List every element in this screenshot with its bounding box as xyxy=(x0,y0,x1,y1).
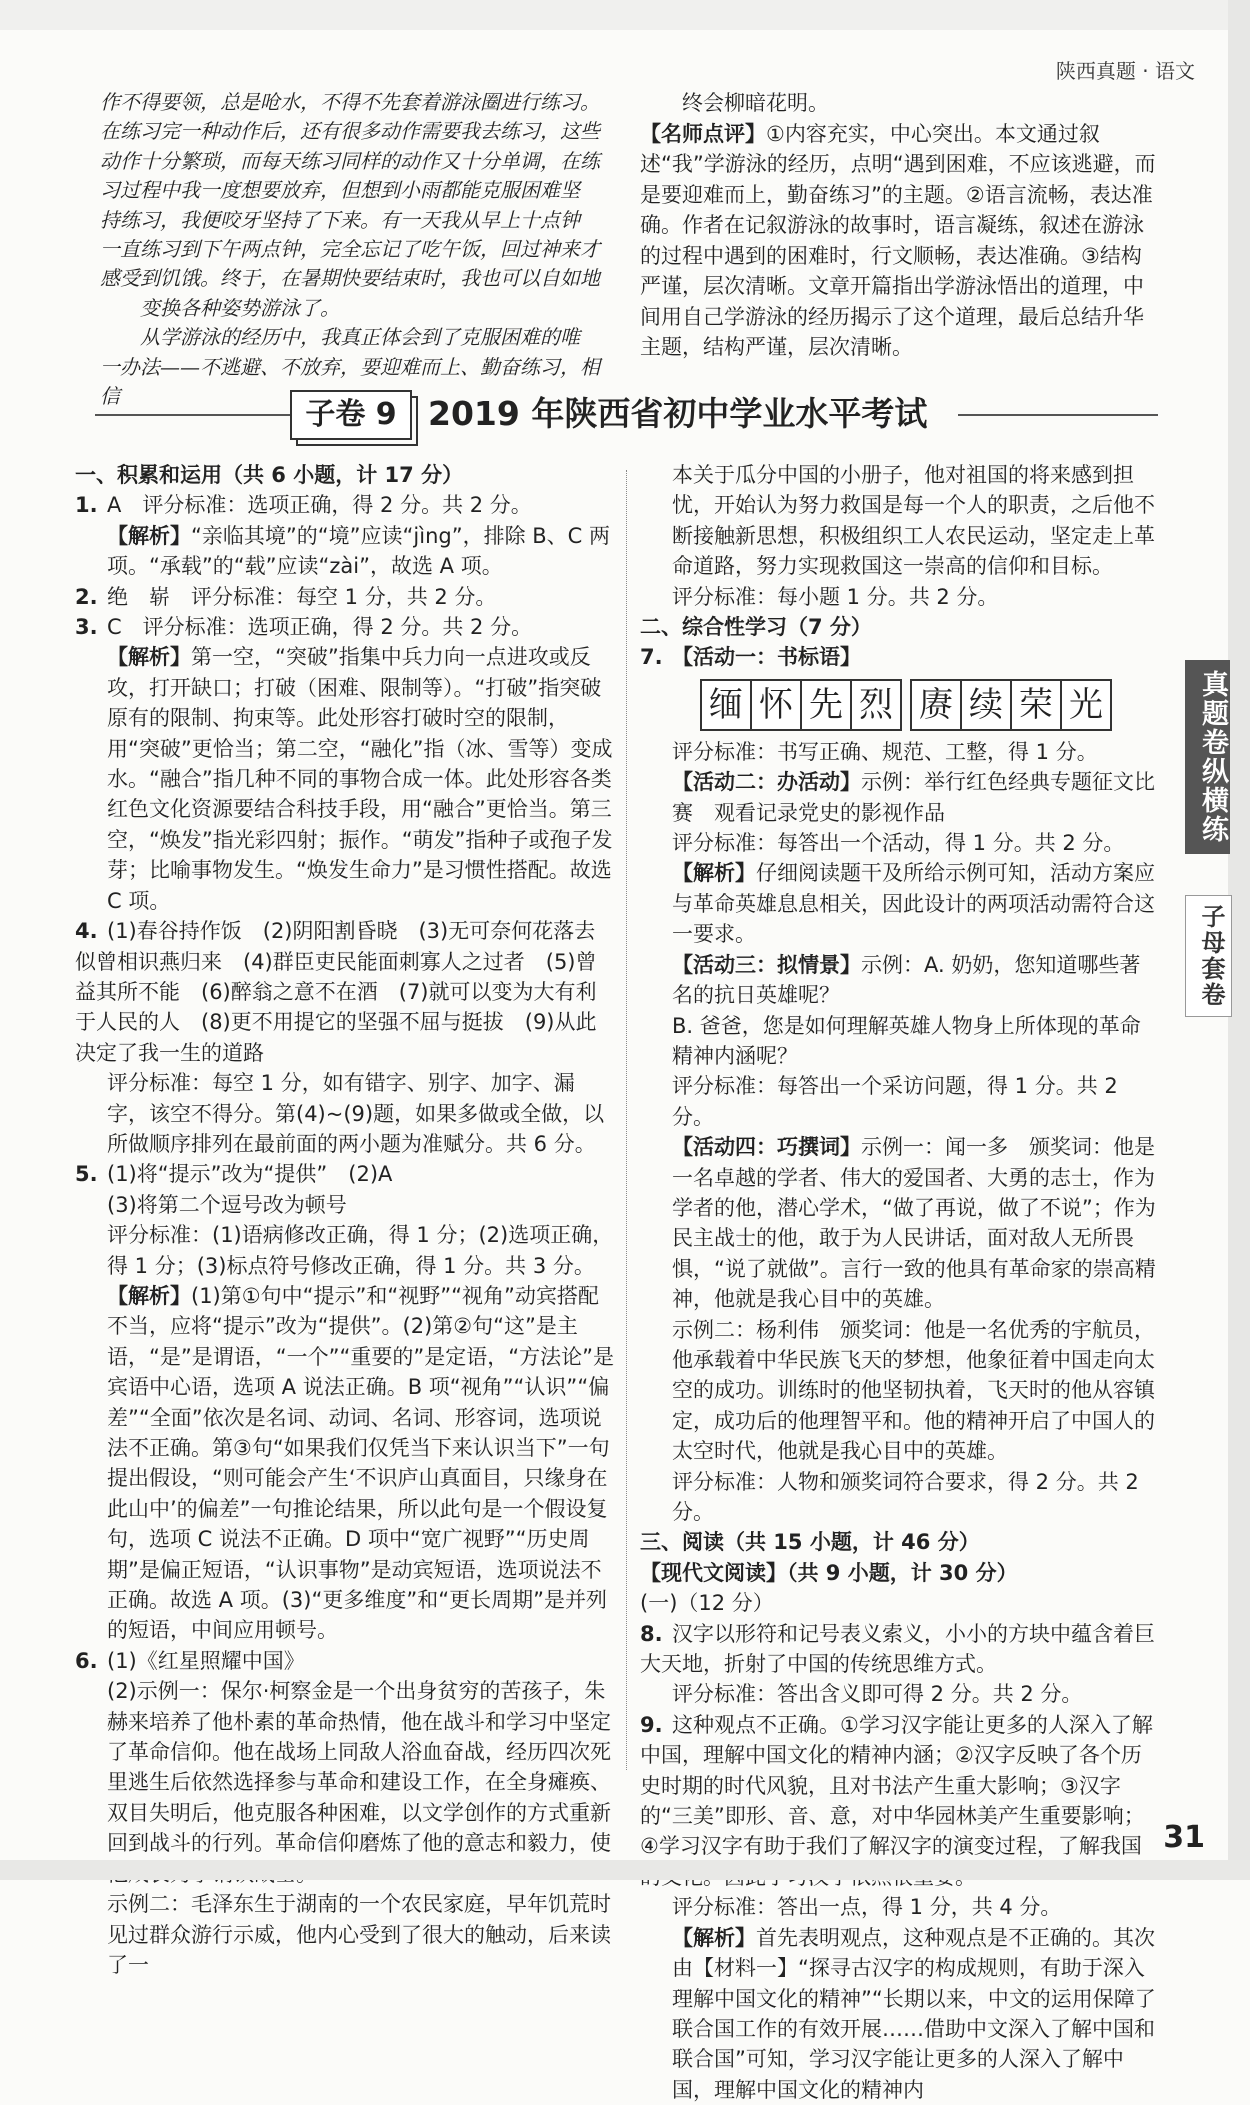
analysis-1 xyxy=(75,521,615,582)
scoring-7-2: 评分标准：每答出一个活动，得 1 分。共 2 分。 xyxy=(672,831,1125,856)
grid-cell: 续 xyxy=(960,679,1012,731)
column-divider xyxy=(626,470,627,1770)
scan-bottom-border xyxy=(0,1860,1250,1880)
scoring-4: 评分标准：每空 1 分，如有错字、别字、加字、漏字，该空不得分。第(4)~(9)题，如果多做或全做，以所做顺序排列在最前面的两小题为准赋分。共 6 分。 xyxy=(107,1071,605,1156)
section-heading: 一、积累和运用（共 6 小题，计 17 分） xyxy=(75,463,464,487)
essay-line: 感受到饥饿。终于，在暑期快要结束时，我也可以自如地 xyxy=(100,266,600,291)
scoring-9: 评分标准：答出一点，得 1 分，共 4 分。 xyxy=(672,1895,1062,1920)
question-number: 2. xyxy=(75,584,98,609)
activity-4-label: 【活动四：巧撰词】 xyxy=(672,1135,861,1160)
question-number: 4. xyxy=(75,919,98,944)
comment-text: ①内容充实，中心突出。本文通过叙述“我”学游泳的经历，点明“遇到困难，不应该逃避，而是要迎难而上，勤奋练习”的主题。②语言流畅，表达准确。作者在记叙游泳的故事时，语言凝练，叙述在游泳的过程中遇到的困难时，行文顺畅，表达准确。③结构严谨，层次清晰。文章开篇指出学游泳悟出的道理，中间用自己学游泳的经历揭示了这个道理，最后总结升华主题，结构严谨，层次清晰。 xyxy=(640,121,1156,359)
analysis-7 xyxy=(640,858,1160,949)
essay-line: 从学游泳的经历中，我真正体会到了克服困难的唯 xyxy=(140,325,580,350)
essay-line: 习过程中我一度想要放弃，但想到小雨都能克服困难坚 xyxy=(100,178,580,203)
answer-text: C 评分标准：选项正确，得 2 分。共 2 分。 xyxy=(107,615,533,640)
answer-6 xyxy=(75,1646,615,1676)
scan-top-border xyxy=(0,0,1250,30)
answer-6-example1: (2)示例一：保尔·柯察金是一个出身贫穷的苦孩子，朱赫来培养了他朴素的革命热情，他在战斗和学习中坚定了革命信仰。他在战场上同敌人浴血奋战，经历四次死里逃生后依然选择参与革命和建设工作，在全身瘫痪、双目失明后，他克服各种困难，以文学创作的方式重新回到战斗的行列。革命信仰磨炼了他的意志和毅力，使 xyxy=(107,1679,611,1856)
essay-line: 持练习，我便咬牙坚持了下来。有一天我从早上十点钟 xyxy=(100,207,580,232)
answer-text: (1)将“提示”改为“提供” (2)A xyxy=(107,1162,393,1187)
question-number: 1. xyxy=(75,493,98,518)
answer-5-part3: (3)将第二个逗号改为顿号 xyxy=(107,1192,347,1217)
grid-cell: 赓 xyxy=(910,679,962,731)
subsection-heading: 【现代文阅读】（共 9 小题，计 30 分） xyxy=(640,1560,1018,1585)
answer-4 xyxy=(75,916,615,1068)
analysis-text: 第一空，“突破”指集中兵力向一点进攻或反攻，打开缺口；打破（困难、限制等）。“打破”指突破原有的限制、拘束等。此处形容打破时空的限制，用“突破”更恰当；第二空，“融化”指（冰、雪等）变成水。“融合”指几种不同的事物合成一体。此处形容各类红色文化资源要结合科技手段，用“融合”更恰当。第三空，“焕发”指光彩四射；振作。“萌发”指种子或孢子发芽；比喻事物发生。“焕发生命力”是习惯性搭配。故选 C 项。 xyxy=(107,645,613,913)
grid-cell: 荣 xyxy=(1010,679,1062,731)
scoring-7-1: 评分标准：书写正确、规范、工整，得 1 分。 xyxy=(672,739,1098,764)
answer-5 xyxy=(75,1159,615,1189)
grid-cell: 烈 xyxy=(850,679,902,731)
side-tab-main xyxy=(1185,660,1230,854)
question-number: 6. xyxy=(75,1648,98,1673)
exam-title-band xyxy=(0,390,1250,440)
teacher-comment xyxy=(640,88,1160,363)
side-tab-sub xyxy=(1185,895,1232,1017)
scoring-8: 评分标准：答出含义即可得 2 分。共 2 分。 xyxy=(672,1682,1083,1707)
scoring-7-4: 评分标准：人物和颁奖词符合要求，得 2 分。共 2 分。 xyxy=(672,1469,1139,1524)
part-heading: (一)（12 分） xyxy=(640,1591,774,1616)
analysis-label: 【解析】 xyxy=(107,523,191,548)
answer-7 xyxy=(640,642,1160,672)
analysis-5 xyxy=(75,1281,615,1646)
essay-line: 一办法——不逃避、不放弃，要迎难而上、勤奋练习，相信 xyxy=(100,354,600,409)
essay-line: 一直练习到下午两点钟，完全忘记了吃午饭，回过神来才 xyxy=(100,237,600,262)
side-tab-sub-text: 子母套卷 xyxy=(1197,904,1225,1008)
analysis-9 xyxy=(640,1923,1160,2105)
analysis-text: 仔细阅读题干及所给示例可知，活动方案应与革命英雄息息相关，因此设计的两项活动需符合这一要求。 xyxy=(672,861,1155,947)
activity-4-text: 示例一：闻一多 颁奖词：他是一名卓越的学者、伟大的爱国者、大勇的志士，作为学者的他，潜心学术，“做了再说，做了不说”；作为民主战士的他，敢于为人民讲话，面对敌人无所畏惧，“说了就做”。言行一致的他具有革命家的崇高精神，他就是我心目中的英雄。 xyxy=(672,1135,1156,1312)
analysis-text: “亲临其境”的“境”应读“jìng”，排除 B、C 两项。“承载”的“载”应读“zài”，故选 A 项。 xyxy=(107,523,611,579)
essay-continuation xyxy=(100,88,605,411)
essay-line: 变换各种姿势游泳了。 xyxy=(140,295,340,320)
analysis-text: (1)第①句中“提示”和“视野”“视角”动宾搭配不当，应将“提示”改为“提供”。(2)第②句“这”是主语，“是”是谓语，“一个”“重要的”是定语，“方法论”是宾语中心语，选项 A 说法正确。B 项“视角”“认识”“偏差”“全面”依次是名词、动词、名词、形容词，选项说法不正确。第③句“如果我们仅凭当下来认识当下”一句提出假设，“则可能会产生‘不识庐山真面目，只缘身在此山中’的偏差”一句推论结果，所以此句是一个假设复句，选项 C 说法不正确。D 项中“宽广视野”“历史周期”是偏正短语，“认识事物”是动宾短语，选项说法不正确。故选 A 项。(3)“更多维度”和“更长周期”是并列的短语，中间应用顿号。 xyxy=(107,1283,615,1643)
question-number: 9. xyxy=(640,1712,663,1737)
essay-line: 动作十分繁琐，而每天练习同样的动作又十分单调，在练 xyxy=(100,148,600,173)
essay-ending: 终会柳暗花明。 xyxy=(682,91,829,115)
grid-cell: 光 xyxy=(1060,679,1112,731)
title-rule-left xyxy=(95,414,290,416)
answer-3 xyxy=(75,612,615,642)
section-heading: 三、阅读（共 15 小题，计 46 分） xyxy=(640,1530,980,1555)
activity-1-label: 【活动一：书标语】 xyxy=(672,645,861,670)
side-tab-main-text: 真题卷纵横练 xyxy=(1197,670,1228,844)
activity-3-label: 【活动三：拟情景】 xyxy=(672,952,861,977)
question-number: 3. xyxy=(75,615,98,640)
analysis-text: 首先表明观点，这种观点是不正确的。其次由【材料一】“探寻古汉字的构成规则，有助于深入理解中国文化的精神”“长期以来，中文的运用保障了联合国工作的有效开展……借助中文深入了解中国和联合国”可知，学习汉字能让更多的人深入了解中国，理解中国文化的精神内 xyxy=(672,1925,1156,2102)
activity-4-example2: 示例二：杨利伟 颁奖词：他是一名优秀的宇航员，他承载着中华民族飞天的梦想，他象征着中国走向太空的成功。训练时的他坚韧执着，飞天时的他从容镇定，成功后的他理智平和。他的精神开启了中国人的太空时代，他就是我心目中的英雄。 xyxy=(672,1317,1155,1464)
analysis-label: 【解析】 xyxy=(107,1283,191,1308)
analysis-label: 【解析】 xyxy=(672,861,756,886)
page-number: 31 xyxy=(1163,1820,1205,1855)
answer-text: (1)《红星照耀中国》 xyxy=(107,1648,305,1673)
title-rule-right xyxy=(958,414,1158,416)
essay-line: 在练习完一种动作后，还有很多动作需要我去练习，这些 xyxy=(100,119,600,144)
activity-4 xyxy=(640,1132,1160,1314)
activity-3-text: 示例：A. 奶奶，您知道哪些著名的抗日英雄呢？ xyxy=(672,952,1141,1008)
activity-2-label: 【活动二：办活动】 xyxy=(672,770,861,795)
answer-text: 绝 崭 评分标准：每空 1 分，共 2 分。 xyxy=(107,584,497,609)
analysis-3 xyxy=(75,642,615,916)
analysis-label: 【解析】 xyxy=(107,645,191,670)
answer-8 xyxy=(640,1619,1160,1680)
scoring-6: 评分标准：每小题 1 分。共 2 分。 xyxy=(672,584,999,609)
grid-cell: 先 xyxy=(800,679,852,731)
scoring-5: 评分标准：(1)语病修改正确，得 1 分；(2)选项正确，得 1 分；(3)标点符号修改正确，得 1 分。共 3 分。 xyxy=(107,1223,614,1278)
answer-6-continued: 本关于瓜分中国的小册子，他对祖国的将来感到担忧，开始认为努力救国是每一个人的职责，之后他不断接触新思想，积极组织工人农民运动，坚定走上革命道路，努力实现救国这一崇高的信仰和目标。 xyxy=(672,463,1155,579)
question-number: 8. xyxy=(640,1621,663,1646)
grid-cell: 缅 xyxy=(700,679,752,731)
comment-label: 【名师点评】 xyxy=(640,121,766,146)
activity-3-b: B. 爸爸，您是如何理解英雄人物身上所体现的革命精神内涵呢？ xyxy=(672,1013,1141,1068)
question-number: 7. xyxy=(640,645,663,670)
running-header: 陕西真题 · 语文 xyxy=(1055,59,1195,83)
answer-text: (1)春谷持作饭 (2)阴阳割昏晓 (3)无可奈何花落去 似曾相识燕归来 (4)群臣吏民能面刺寡人之过者 (5)曾益其所不能 (6)醉翁之意不在酒 (7)就可以变为大有利于人民的人 (8)更不用提它的坚强不屈与挺拔 (9)从此决定了我一生的道路 xyxy=(75,919,617,1065)
grid-cell: 怀 xyxy=(750,679,802,731)
answer-1 xyxy=(75,490,615,520)
paper-number-box: 子卷 9 xyxy=(290,390,412,440)
exam-title: 2019 年陕西省初中学业水平考试 xyxy=(428,394,928,433)
answer-6-example2: 示例二：毛泽东生于湖南的一个农民家庭，早年饥荒时见过群众游行示威，他内心受到了很大的触动，后来读了一 xyxy=(107,1892,611,1977)
activity-2-text: 示例：举行红色经典专题征文比赛 观看记录党史的影视作品 xyxy=(672,770,1155,825)
calligraphy-grid xyxy=(700,679,1160,731)
question-number: 5. xyxy=(75,1162,98,1187)
answers-right-column xyxy=(640,460,1160,2105)
activity-2 xyxy=(640,767,1160,828)
comment-body xyxy=(640,119,1160,363)
answer-text: 汉字以形符和记号表义索义，小小的方块中蕴含着巨大天地，折射了中国的传统思维方式。 xyxy=(640,1621,1155,1677)
analysis-label: 【解析】 xyxy=(672,1925,756,1950)
answer-2 xyxy=(75,582,615,612)
answer-text: A 评分标准：选项正确，得 2 分。共 2 分。 xyxy=(107,493,532,518)
answer-text: 这种观点不正确。①学习汉字能让更多的人深入了解中国，理解中国文化的精神内涵；②汉字反映了各个历史时期的时代风貌，且对书法产生重大影响；③汉字的“三美”即形、音、意，对中华园林美产生重要影响；④学习汉字有助于我们了解汉字的演变过程，了解我国 xyxy=(640,1712,1153,1859)
scoring-7-3: 评分标准：每答出一个采访问题，得 1 分。共 2 分。 xyxy=(672,1074,1118,1129)
answers-left-column xyxy=(75,460,615,1980)
section-heading: 二、综合性学习（7 分） xyxy=(640,615,872,640)
essay-line: 作不得要领，总是呛水，不得不先套着游泳圈进行练习。 xyxy=(100,90,600,114)
activity-3 xyxy=(640,950,1160,1011)
